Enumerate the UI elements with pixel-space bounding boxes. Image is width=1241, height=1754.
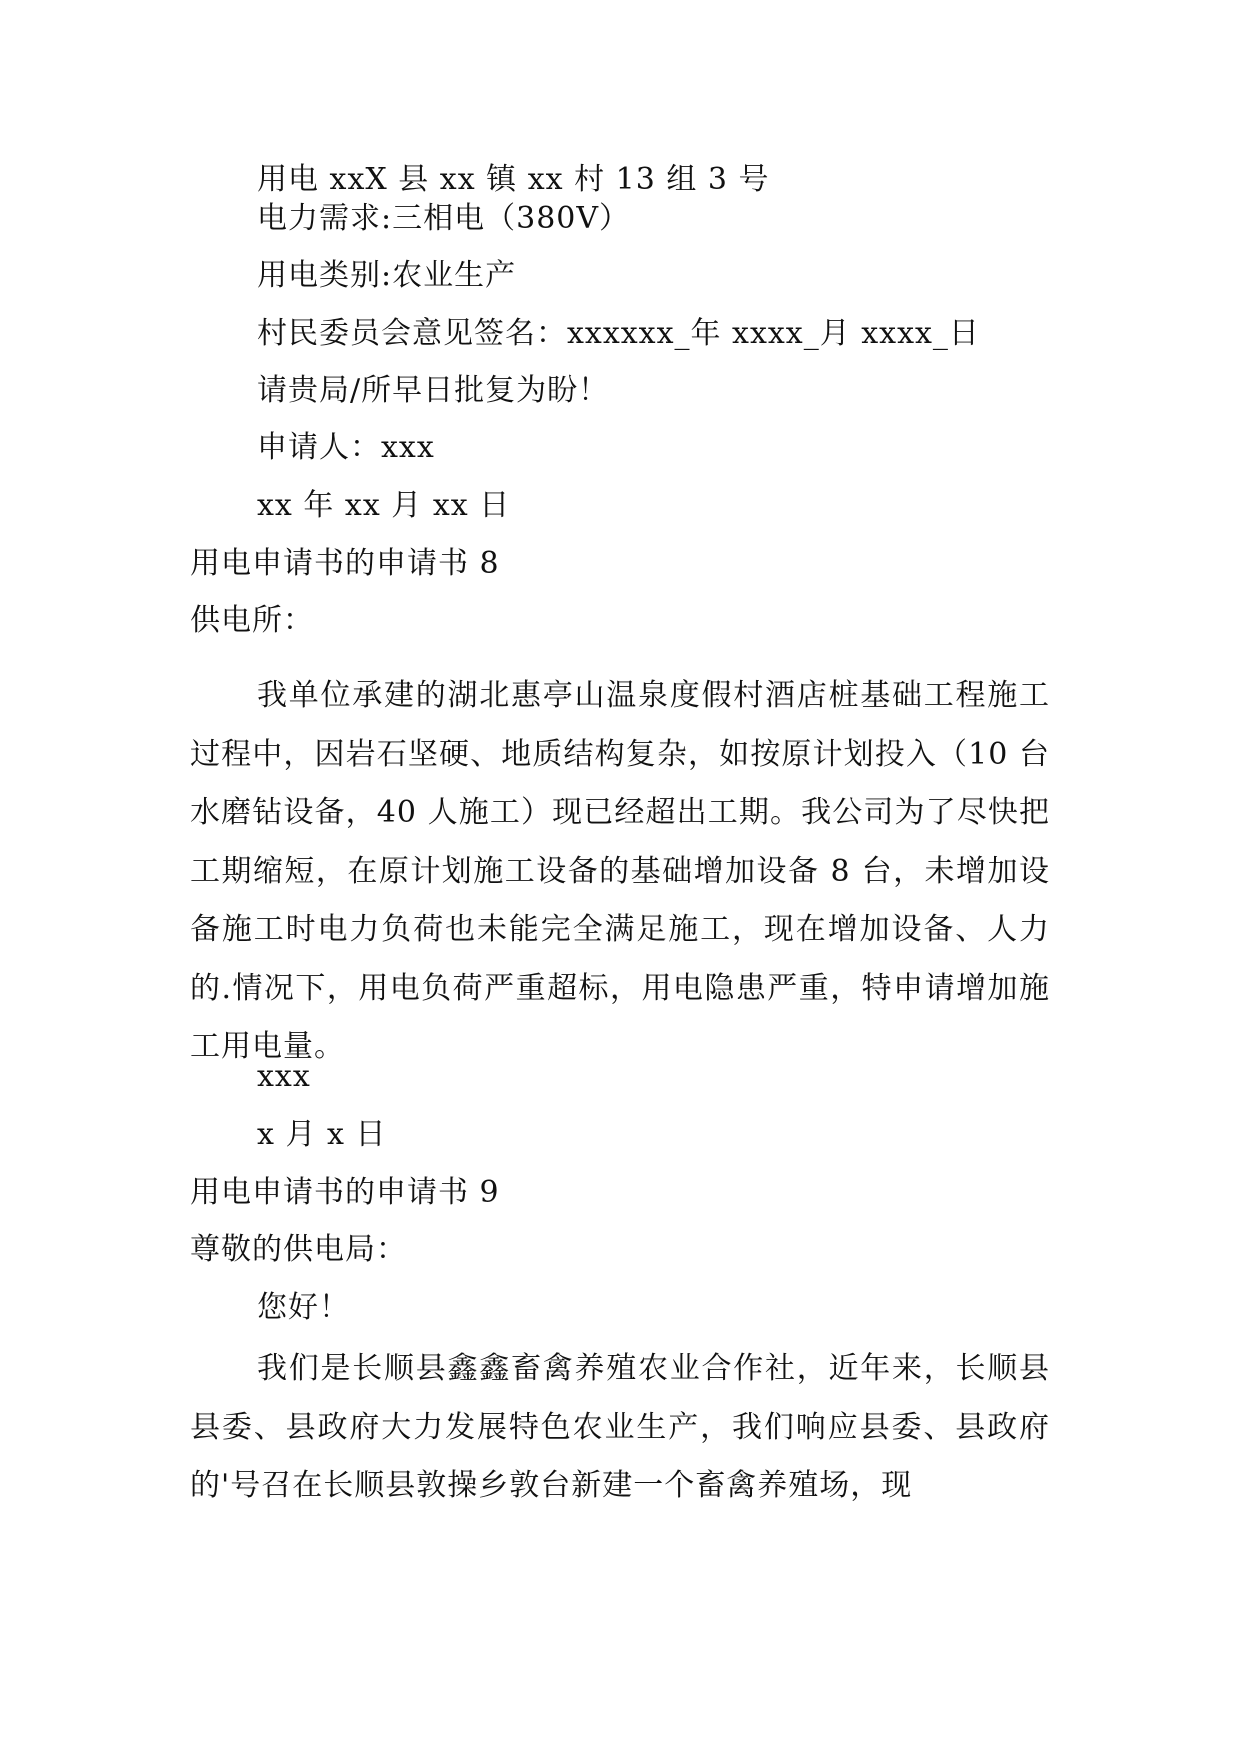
usage-category-line: 用电类别:农业生产 bbox=[257, 258, 517, 293]
section9-salutation: 尊敬的供电局： bbox=[190, 1232, 407, 1267]
section8-body: 我单位承建的湖北惠亭山温泉度假村酒店桩基础工程施工过程中，因岩石坚硬、地质结构复杂，如按原计划投入（10 台水磨钻设备，40 人施工）现已经超出工期。我公司为了尽快把工期缩短，在原计划施工设备的基础增加设备 8 台，未增加设备施工时电力负荷也未能完全满足施工，现在增加设备、人力的.情况下，用电负荷严重超标，用电隐患严重，特申请增加施工用电量。 bbox=[190, 678, 1050, 1064]
date-line: xx 年 xx 月 xx 日 bbox=[257, 488, 511, 523]
section8-date: x 月 x 日 bbox=[257, 1117, 387, 1152]
power-demand-line: 电力需求:三相电（380V） bbox=[257, 201, 631, 236]
applicant-line: 申请人：xxx bbox=[257, 430, 435, 465]
address-line: 用电 xxX 县 xx 镇 xx 村 13 组 3 号 bbox=[257, 162, 770, 197]
section9-heading: 用电申请书的申请书 9 bbox=[190, 1175, 500, 1210]
request-approval-line: 请贵局/所早日批复为盼！ bbox=[257, 373, 610, 408]
section8-heading: 用电申请书的申请书 8 bbox=[190, 546, 500, 581]
section8-signer: xxx bbox=[257, 1059, 311, 1094]
section8-salutation: 供电所： bbox=[190, 603, 314, 638]
section9-body: 我们是长顺县鑫鑫畜禽养殖农业合作社，近年来，长顺县县委、县政府大力发展特色农业生产，我们响应县委、县政府的'号召在长顺县敦操乡敦台新建一个畜禽养殖场，现 bbox=[190, 1351, 1050, 1503]
committee-signature-line: 村民委员会意见签名：xxxxxx_年 xxxx_月 xxxx_日 bbox=[257, 316, 980, 351]
section9-greeting: 您好！ bbox=[257, 1290, 350, 1325]
